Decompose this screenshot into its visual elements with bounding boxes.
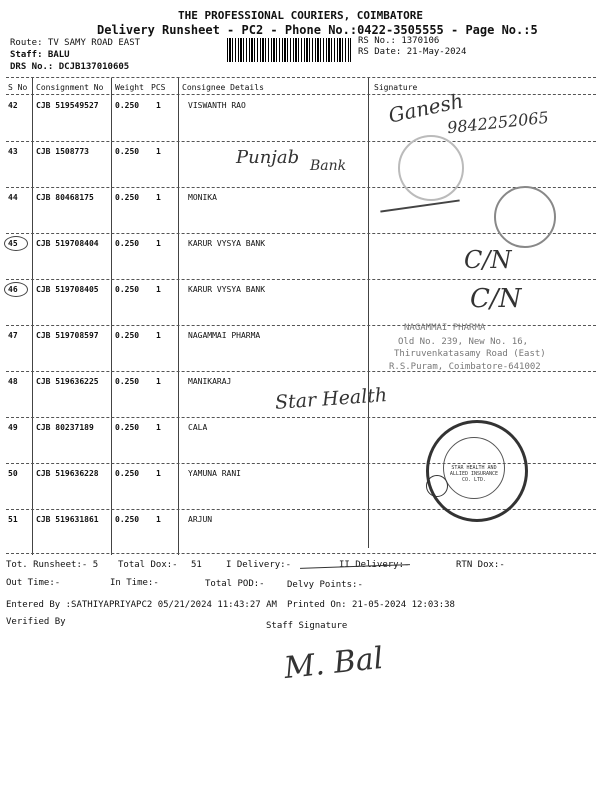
row-sno: 45 bbox=[8, 239, 18, 248]
row-pcs: 1 bbox=[156, 331, 161, 340]
col-consignment: Consignment No bbox=[36, 83, 104, 92]
seal-text: STAR HEALTH AND ALLIED INSURANCE CO. LTD. bbox=[449, 465, 499, 483]
row-consignment: CJB 519631861 bbox=[36, 515, 99, 524]
in-time: In Time:- bbox=[110, 578, 159, 588]
col-sno: S No bbox=[8, 83, 28, 92]
row-pcs: 1 bbox=[156, 285, 161, 294]
staff: Staff: BALU bbox=[10, 50, 70, 60]
handwritten-cn: C/N bbox=[464, 246, 512, 274]
row-sno: 50 bbox=[8, 469, 18, 478]
staff-signature-label: Staff Signature bbox=[266, 621, 348, 631]
row-weight: 0.250 bbox=[115, 239, 140, 248]
row-consignment: CJB 519708404 bbox=[36, 239, 99, 248]
row-consignee: VISWANTH RAO bbox=[188, 101, 246, 110]
row-pcs: 1 bbox=[156, 101, 161, 110]
row-weight: 0.250 bbox=[115, 423, 140, 432]
total-dox-label: Total Dox:- bbox=[118, 560, 178, 570]
row-consignment: CJB 80237189 bbox=[36, 423, 94, 432]
row-weight: 0.250 bbox=[115, 101, 140, 110]
row-consignee: KARUR VYSYA BANK bbox=[188, 239, 266, 248]
row-pcs: 1 bbox=[156, 515, 161, 524]
row-sno: 44 bbox=[8, 193, 18, 202]
row-pcs: 1 bbox=[156, 147, 161, 156]
route: Route: TV SAMY ROAD EAST bbox=[10, 38, 141, 48]
row-weight: 0.250 bbox=[115, 147, 140, 156]
row-sno: 51 bbox=[8, 515, 18, 524]
handwritten-bank: Bank bbox=[310, 158, 347, 174]
col-weight: Weight bbox=[115, 83, 144, 92]
barcode bbox=[227, 38, 351, 62]
rs-number: RS No.: 1370106 bbox=[358, 36, 440, 46]
row-pcs: 1 bbox=[156, 377, 161, 386]
row-weight: 0.250 bbox=[115, 469, 140, 478]
stamp-line: NAGAMMAI PHARMA bbox=[404, 323, 486, 333]
row-consignment: CJB 519708405 bbox=[36, 285, 99, 294]
row-consignee: YAMUNA RANI bbox=[188, 469, 241, 478]
row-weight: 0.250 bbox=[115, 193, 140, 202]
row-consignee: KARUR VYSYA BANK bbox=[188, 285, 266, 294]
handwritten-punjab: Punjab bbox=[236, 147, 300, 168]
row-sno: 49 bbox=[8, 423, 18, 432]
row-pcs: 1 bbox=[156, 469, 161, 478]
bank-stamp bbox=[398, 135, 464, 201]
row-pcs: 1 bbox=[156, 423, 161, 432]
handwritten-cn: C/N bbox=[470, 284, 522, 314]
handwritten-phone: 9842252065 bbox=[446, 107, 550, 138]
rs-date: RS Date: 21-May-2024 bbox=[358, 47, 467, 57]
row-pcs: 1 bbox=[156, 193, 161, 202]
handwritten-star-health: Star Health bbox=[274, 384, 388, 414]
drs-number: DRS No.: DCJB137010605 bbox=[10, 62, 130, 72]
entered-by: Entered By :SATHIYAPRIYAPC2 05/21/2024 11:43:27 AM bbox=[6, 600, 277, 610]
table-top-rule bbox=[6, 77, 596, 78]
seal-mark bbox=[426, 475, 448, 497]
row-sno: 47 bbox=[8, 331, 18, 340]
col-pcs: PCS bbox=[151, 83, 166, 92]
rtn-dox: RTN Dox:- bbox=[456, 560, 505, 570]
circle-mark bbox=[4, 236, 28, 251]
table-row bbox=[0, 509, 600, 555]
row-consignment: CJB 519549527 bbox=[36, 101, 99, 110]
runsheet-title: Delivery Runsheet - PC2 - Phone No.:0422-3505555 - Page No.:5 bbox=[97, 23, 538, 37]
verified-by: Verified By bbox=[6, 617, 66, 627]
row-consignee: CALA bbox=[188, 423, 208, 432]
delvy-points: Delvy Points:- bbox=[287, 580, 363, 590]
row-sno: 46 bbox=[8, 285, 18, 294]
row-pcs: 1 bbox=[156, 239, 161, 248]
staff-signature: M. Bal bbox=[282, 640, 385, 687]
col-consignee: Consignee Details bbox=[182, 83, 264, 92]
i-delivery: I Delivery:- bbox=[226, 560, 292, 570]
out-time: Out Time:- bbox=[6, 578, 61, 588]
row-weight: 0.250 bbox=[115, 331, 140, 340]
circle-mark bbox=[4, 282, 28, 297]
total-dox-value: 51 bbox=[191, 560, 202, 570]
company-name: THE PROFESSIONAL COURIERS, COIMBATORE bbox=[178, 9, 424, 22]
bank-stamp bbox=[494, 186, 556, 248]
row-consignee: ARJUN bbox=[188, 515, 213, 524]
total-pod: Total POD:- bbox=[205, 579, 265, 589]
stamp-line: Old No. 239, New No. 16, bbox=[398, 337, 529, 347]
row-consignee: NAGAMMAI PHARMA bbox=[188, 331, 261, 340]
ii-delivery: II Delivery:- bbox=[339, 560, 410, 570]
row-weight: 0.250 bbox=[115, 285, 140, 294]
row-sno: 42 bbox=[8, 101, 18, 110]
row-consignment: CJB 519636228 bbox=[36, 469, 99, 478]
row-consignee: MANIKARAJ bbox=[188, 377, 232, 386]
row-consignee: MONIKA bbox=[188, 193, 217, 202]
stamp-line: R.S.Puram, Coimbatore-641002 bbox=[389, 362, 541, 372]
signature-ganesh: Ganesh bbox=[386, 88, 466, 128]
col-signature: Signature bbox=[374, 83, 418, 92]
row-sno: 43 bbox=[8, 147, 18, 156]
row-weight: 0.250 bbox=[115, 515, 140, 524]
table-row bbox=[0, 141, 600, 187]
row-consignment: CJB 80468175 bbox=[36, 193, 94, 202]
row-sno: 48 bbox=[8, 377, 18, 386]
stamp-line: Thiruvenkatasamy Road (East) bbox=[394, 349, 546, 359]
row-consignment: CJB 1508773 bbox=[36, 147, 89, 156]
table-bottom-rule bbox=[6, 553, 596, 554]
printed-on: Printed On: 21-05-2024 12:03:38 bbox=[287, 600, 455, 610]
tot-runsheet: Tot. Runsheet:- 5 bbox=[6, 560, 99, 570]
row-consignment: CJB 519636225 bbox=[36, 377, 99, 386]
row-consignment: CJB 519708597 bbox=[36, 331, 99, 340]
row-weight: 0.250 bbox=[115, 377, 140, 386]
